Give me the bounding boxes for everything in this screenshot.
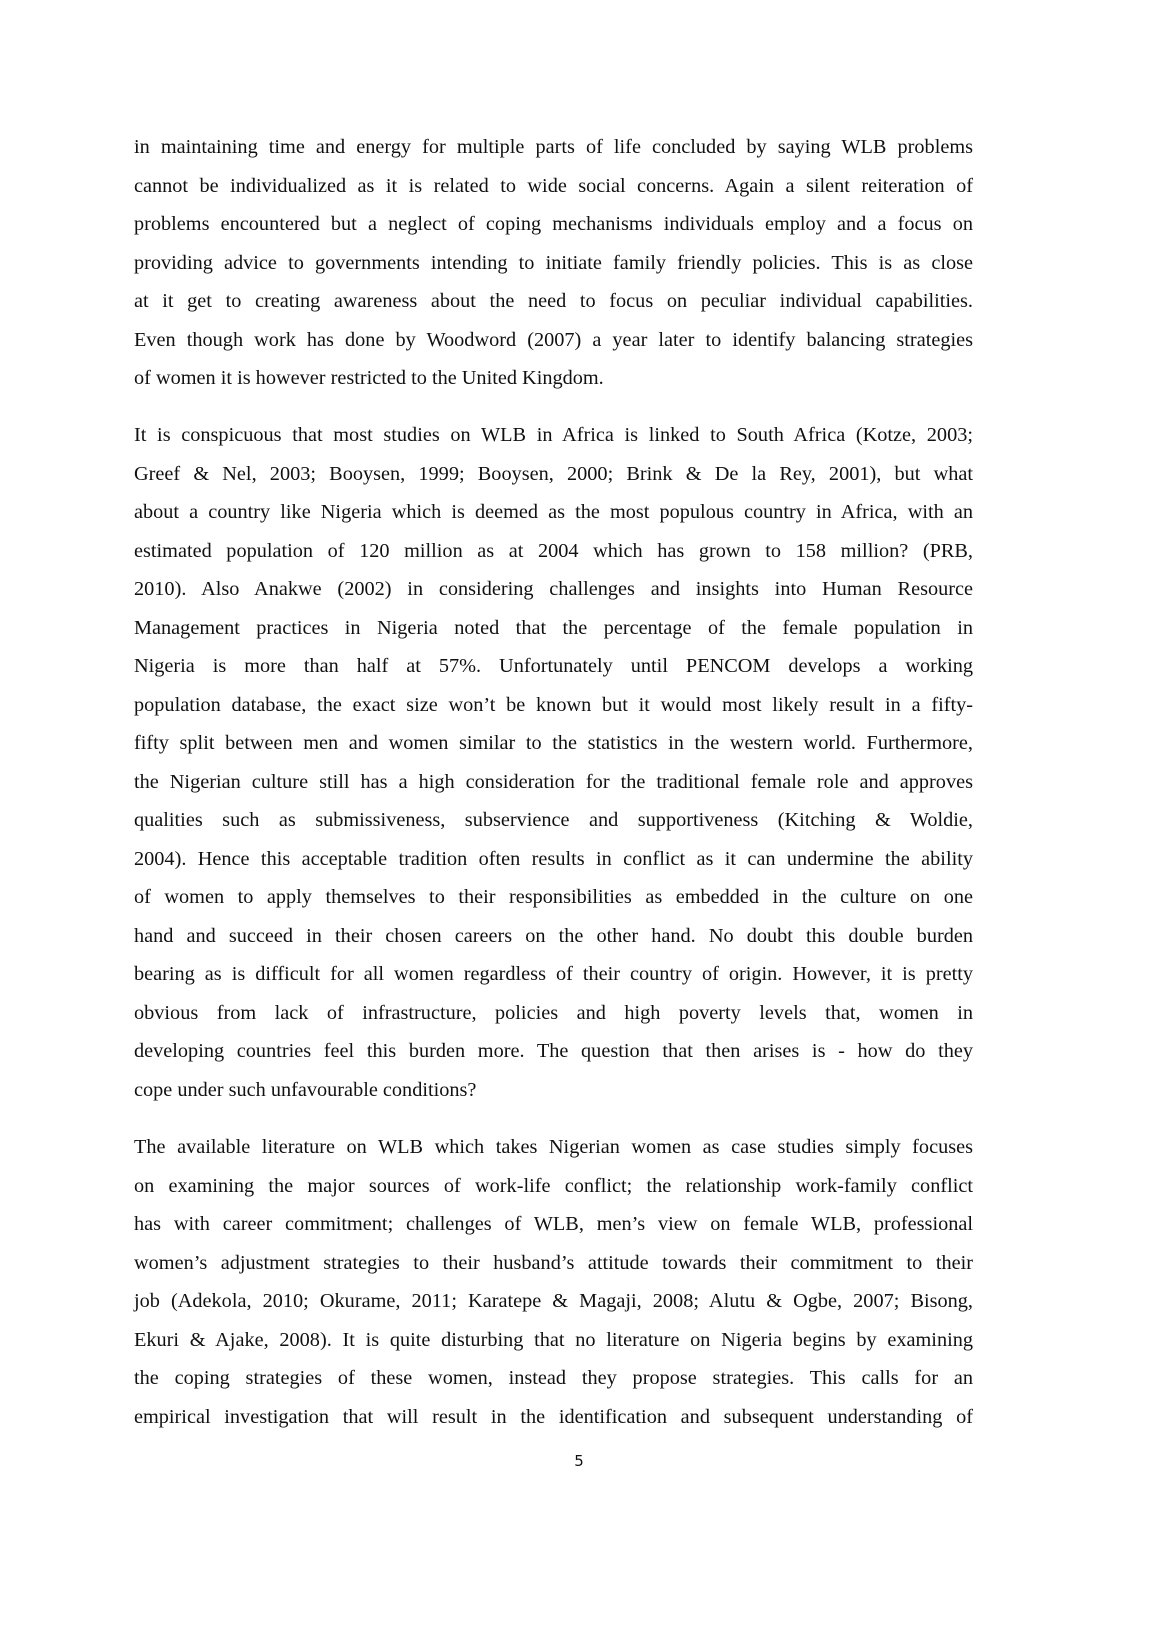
text-line: on examining the major sources of work-life conflict; the relationship work-family conflict [134, 1174, 973, 1197]
page-number: 5 [574, 1452, 584, 1470]
text-line: The available literature on WLB which takes Nigerian women as case studies simply focuses [134, 1136, 973, 1158]
text-line: 2004). Hence this acceptable tradition often results in conflict as it can undermine the ability [134, 847, 973, 870]
text-line: problems encountered but a neglect of coping mechanisms individuals employ and a focus on [134, 213, 973, 235]
text-line: Management practices in Nigeria noted that the percentage of the female population in [134, 616, 973, 639]
text-line: Greef & Nel, 2003; Booysen, 1999; Booysen, 2000; Brink & De la Rey, 2001), but what [134, 462, 973, 485]
text-line: providing advice to governments intending to initiate family friendly policies. This is as close [134, 251, 973, 274]
text-line: bearing as is difficult for all women regardless of their country of origin. However, it is pretty [134, 963, 973, 985]
text-line: of women it is however restricted to the United Kingdom. [134, 367, 604, 389]
text-line: obvious from lack of infrastructure, policies and high poverty levels that, women in [134, 1001, 973, 1024]
text-line: the Nigerian culture still has a high consideration for the traditional female role and approves [134, 770, 973, 793]
text-line: developing countries feel this burden more. The question that then arises is - how do they [134, 1040, 973, 1062]
text-line: women’s adjustment strategies to their husband’s attitude towards their commitment to their [134, 1251, 973, 1274]
text-line: at it get to creating awareness about the need to focus on peculiar individual capabilities. [134, 290, 973, 312]
text-line: cannot be individualized as it is related to wide social concerns. Again a silent reiteration of [134, 174, 973, 197]
text-line: population database, the exact size won’t be known but it would most likely result in a fifty- [134, 693, 973, 716]
paragraph-1 [134, 128, 973, 398]
text-line: has with career commitment; challenges of WLB, men’s view on female WLB, professional [134, 1213, 973, 1235]
paragraph-3 [134, 1128, 973, 1436]
text-line: hand and succeed in their chosen careers on the other hand. No doubt this double burden [134, 924, 973, 947]
text-line: in maintaining time and energy for multiple parts of life concluded by saying WLB problems [134, 136, 973, 158]
text-line: about a country like Nigeria which is deemed as the most populous country in Africa, with an [134, 501, 973, 523]
text-line: of women to apply themselves to their responsibilities as embedded in the culture on one [134, 886, 973, 908]
text-line: estimated population of 120 million as at 2004 which has grown to 158 million? (PRB, [134, 539, 973, 562]
text-line: It is conspicuous that most studies on WLB in Africa is linked to South Africa (Kotze, 2003; [134, 424, 973, 446]
text-line: empirical investigation that will result in the identification and subsequent understanding of [134, 1405, 973, 1428]
text-line: cope under such unfavourable conditions? [134, 1078, 477, 1101]
text-line: the coping strategies of these women, instead they propose strategies. This calls for an [134, 1367, 973, 1389]
text-line: Even though work has done by Woodword (2007) a year later to identify balancing strategies [134, 328, 973, 351]
text-line: 2010). Also Anakwe (2002) in considering challenges and insights into Human Resource [134, 578, 973, 600]
text-line: qualities such as submissiveness, subservience and supportiveness (Kitching & Woldie, [134, 809, 973, 831]
text-line: fifty split between men and women similar to the statistics in the western world. Furthermore, [134, 732, 973, 754]
paragraph-2 [134, 416, 973, 1109]
text-line: Ekuri & Ajake, 2008). It is quite disturbing that no literature on Nigeria begins by examining [134, 1328, 973, 1351]
text-line: Nigeria is more than half at 57%. Unfortunately until PENCOM develops a working [134, 655, 973, 677]
text-line: job (Adekola, 2010; Okurame, 2011; Karatepe & Magaji, 2008; Alutu & Ogbe, 2007; Bisong, [134, 1290, 973, 1312]
